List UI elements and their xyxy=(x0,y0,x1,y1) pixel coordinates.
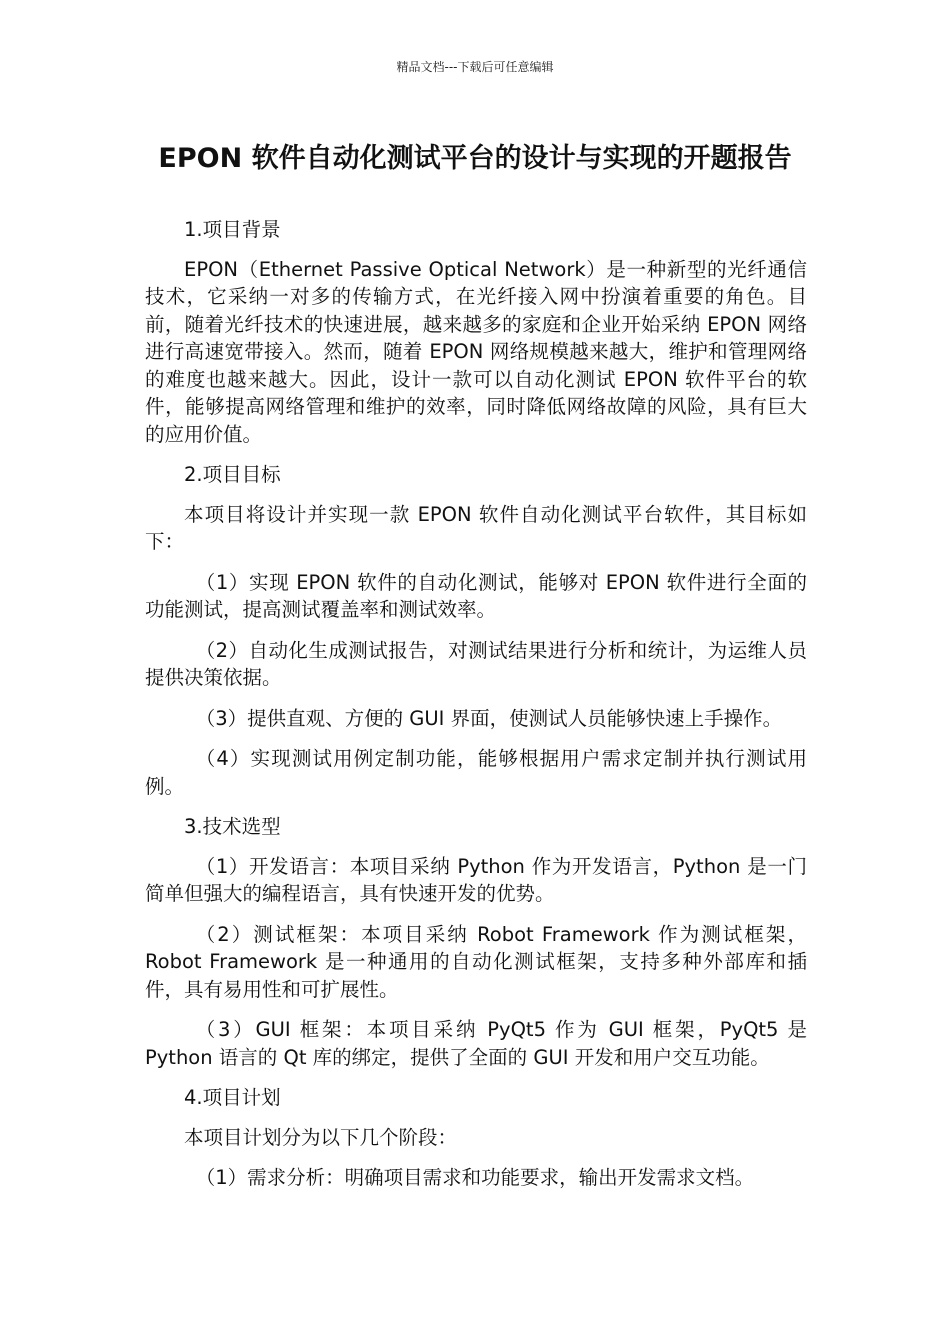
section-heading-background: 1.项目背景 xyxy=(184,218,281,241)
goal-item: （3）提供直观、方便的 GUI 界面，使测试人员能够快速上手操作。 xyxy=(195,706,783,730)
plan-item: （1）需求分析：明确项目需求和功能要求，输出开发需求文档。 xyxy=(195,1166,755,1189)
document-title: EPON 软件自动化测试平台的设计与实现的开题报告 xyxy=(158,143,792,174)
tech-item: （3）GUI 框架：本项目采纳 PyQt5 作为 GUI 框架，PyQt5 是 Python 语言的 Qt 库的绑定，提供了全面的 GUI 开发和用户交互功能。 xyxy=(145,1018,807,1069)
goal-item: （1）实现 EPON 软件的自动化测试，能够对 EPON 软件进行全面的功能测试，提高测试覆盖率和测试效率。 xyxy=(145,570,807,621)
page-header-note: 精品文档---下载后可任意编辑 xyxy=(396,60,554,74)
paragraph-plan-intro: 本项目计划分为以下几个阶段： xyxy=(184,1125,458,1149)
goal-item: （4）实现测试用例定制功能，能够根据用户需求定制并执行测试用例。 xyxy=(145,747,807,798)
paragraph-goals-intro: 本项目将设计并实现一款 EPON 软件自动化测试平台软件，其目标如下： xyxy=(145,502,807,553)
paragraph-background: EPON（Ethernet Passive Optical Network）是一种新型的光纤通信技术，它采纳一对多的传输方式，在光纤接入网中扮演着重要的角色。目前，随着光纤技术的快速进展，越来越多的家庭和企业开始采纳 EPON 网络进行高速宽带接入。然而，随着 EPON 网络规模越来越大，维护和管理网络的难度也越来越大。因此，设计一款可以自动化测试 EPON 软件平台的软件，能够提高网络管理和维护的效率，同时降低网络故障的风险，具有巨大的应用价值。 xyxy=(145,257,807,446)
section-heading-tech: 3.技术选型 xyxy=(184,815,281,838)
document-body xyxy=(145,216,807,1205)
section-heading-goals: 2.项目目标 xyxy=(184,463,281,486)
tech-item: （1）开发语言：本项目采纳 Python 作为开发语言，Python 是一门简单但强大的编程语言，具有快速开发的优势。 xyxy=(145,854,807,905)
goal-item: （2）自动化生成测试报告，对测试结果进行分析和统计，为运维人员提供决策依据。 xyxy=(145,638,807,689)
tech-item: （2）测试框架：本项目采纳 Robot Framework 作为测试框架，Robot Framework 是一种通用的自动化测试框架，支持多种外部库和插件，具有易用性和可扩展性。 xyxy=(145,922,807,1001)
section-heading-plan: 4.项目计划 xyxy=(184,1086,281,1109)
